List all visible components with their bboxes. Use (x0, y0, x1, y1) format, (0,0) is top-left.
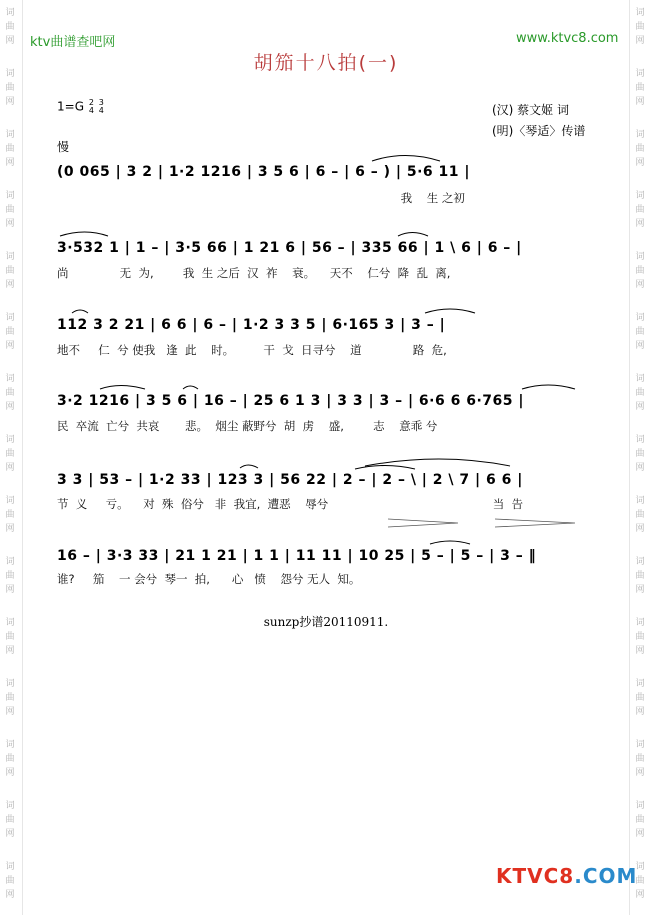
watermark-char: 曲 (5, 693, 15, 703)
logo-part-ktv: KTV (496, 864, 544, 888)
watermark-char: 曲 (5, 571, 15, 581)
watermark-char: 曲 (635, 388, 645, 398)
score-line-1-lyrics: 我 生 之初 (57, 191, 465, 205)
score-line-4-lyrics: 民 卒流 亡兮 共哀 悲。 烟尘 蔽野兮 胡 虏 盛, 志 意乖 兮 (57, 419, 438, 433)
song-title: 胡笳十八拍(一) (253, 52, 399, 74)
watermark-char: 网 (5, 158, 15, 168)
watermark-char: 网 (635, 646, 645, 656)
watermark-char: 词 (5, 313, 15, 323)
score-line-6-lyrics: 谁? 笳 一 会兮 琴一 拍, 心 愤 怨兮 无人 知。 (57, 572, 361, 586)
watermark-char: 曲 (635, 449, 645, 459)
watermark-char: 曲 (5, 83, 15, 93)
logo-part-com: .COM (574, 864, 638, 888)
watermark-char: 曲 (635, 693, 645, 703)
key-label: 1=G (57, 99, 84, 114)
watermark-char: 曲 (635, 83, 645, 93)
watermark-char: 网 (5, 219, 15, 229)
watermark-char: 词 (5, 862, 15, 872)
watermark-char: 网 (635, 829, 645, 839)
watermark-char: 词 (635, 740, 645, 750)
watermark-char: 网 (635, 707, 645, 717)
score-line-3-lyrics: 地不 仁 兮 使我 逢 此 时。 干 戈 日寻兮 道 路 危, (57, 343, 447, 357)
slur-mark (398, 233, 428, 237)
watermark-char: 曲 (5, 22, 15, 32)
meter-two-top: 3 (98, 98, 104, 107)
watermark-char: 网 (635, 463, 645, 473)
watermark-char: 网 (635, 219, 645, 229)
watermark-char: 网 (5, 829, 15, 839)
watermark-char: 词 (635, 191, 645, 201)
watermark-char: 词 (635, 862, 645, 872)
watermark-char: 网 (5, 707, 15, 717)
watermark-char: 词 (5, 191, 15, 201)
logo-part-c8: C8 (543, 864, 575, 888)
watermark-char: 曲 (635, 266, 645, 276)
watermark-char: 词 (5, 557, 15, 567)
watermark-char: 曲 (5, 144, 15, 154)
watermark-char: 网 (635, 280, 645, 290)
watermark-char: 网 (5, 97, 15, 107)
watermark-char: 网 (5, 585, 15, 595)
score-line-1-notes: (0 065 | 3 2 | 1·2 1216 | 3 5 6 | 6 – | 6 – ) | 5·6 11 | (57, 164, 471, 180)
watermark-char: 网 (635, 158, 645, 168)
watermark-char: 网 (635, 890, 645, 900)
watermark-char: 词 (5, 8, 15, 18)
watermark-char: 词 (635, 496, 645, 506)
watermark-char: 网 (5, 646, 15, 656)
meter-one-bottom: 4 (88, 106, 94, 115)
watermark-char: 词 (635, 252, 645, 262)
watermark-char: 网 (635, 36, 645, 46)
watermark-char: 词 (5, 130, 15, 140)
watermark-char: 词 (635, 130, 645, 140)
lyricist-credit: (汉) 蔡文姬 词 (492, 103, 569, 117)
watermark-char: 网 (5, 341, 15, 351)
slur-mark (372, 156, 440, 162)
watermark-char: 曲 (5, 449, 15, 459)
transcriber-credit: (明)〈琴适〉传谱 (492, 124, 586, 138)
watermark-char: 网 (5, 524, 15, 534)
slur-mark (355, 466, 415, 470)
watermark-char: 网 (635, 402, 645, 412)
slur-mark (100, 386, 145, 390)
site-logo (496, 864, 637, 888)
watermark-char: 网 (5, 768, 15, 778)
watermark-char: 网 (5, 402, 15, 412)
slur-mark (430, 541, 470, 544)
slur-mark (425, 309, 475, 313)
watermark-char: 词 (635, 679, 645, 689)
watermark-char: 曲 (635, 327, 645, 337)
watermark-char: 网 (635, 585, 645, 595)
score-line-5-lyrics: 节 义 亏。 对 殊 俗兮 非 我宜, 遭恶 辱兮 当 告 (57, 497, 524, 511)
slur-mark (183, 386, 198, 389)
watermark-char: 词 (5, 435, 15, 445)
watermark-char: 词 (635, 69, 645, 79)
watermark-char: 曲 (635, 144, 645, 154)
watermark-char: 曲 (5, 876, 15, 886)
watermark-char: 曲 (635, 510, 645, 520)
watermark-char: 词 (5, 801, 15, 811)
watermark-char: 曲 (5, 205, 15, 215)
watermark-char: 词 (5, 496, 15, 506)
watermark-char: 网 (5, 463, 15, 473)
watermark-char: 曲 (5, 266, 15, 276)
score-line-3-notes: 112 3 2 21 | 6 6 | 6 – | 1·2 3 3 5 | 6·165 3 | 3 – | (57, 317, 446, 333)
score-line-5-notes: 3 3 | 53 – | 1·2 33 | 123 3 | 56 22 | 2 – | 2 – \ | 2 \ 7 | 6 6 | (57, 472, 523, 488)
watermark-char: 词 (635, 313, 645, 323)
watermark-char: 网 (635, 97, 645, 107)
watermark-char: 词 (635, 618, 645, 628)
watermark-char: 词 (635, 8, 645, 18)
watermark-char: 曲 (5, 510, 15, 520)
watermark-char: 词 (5, 679, 15, 689)
watermark-char: 词 (5, 252, 15, 262)
score-line-6-notes: 16 – | 3·3 33 | 21 1 21 | 1 1 | 11 11 | 10 25 | 5 – | 5 – | 3 – ‖ (57, 548, 537, 564)
slur-mark (365, 459, 510, 466)
score-line-4-notes: 3·2 1216 | 3 5 6 | 16 – | 25 6 1 3 | 3 3 | 3 – | 6·6 6 6·765 | (57, 393, 524, 409)
watermark-char: 词 (635, 435, 645, 445)
watermark-char: 词 (5, 374, 15, 384)
site-url-right: www.ktvc8.com (516, 31, 619, 46)
watermark-char: 网 (635, 524, 645, 534)
watermark-char: 网 (5, 280, 15, 290)
score-line-2-notes: 3·532 1 | 1 – | 3·5 66 | 1 21 6 | 56 – | 335 66 | 1 \ 6 | 6 – | (57, 240, 522, 256)
watermark-char: 曲 (5, 327, 15, 337)
watermark-char: 曲 (635, 815, 645, 825)
watermark-char: 词 (635, 374, 645, 384)
watermark-char: 曲 (635, 632, 645, 642)
meter-two-bottom: 4 (98, 106, 104, 115)
watermark-char: 曲 (5, 815, 15, 825)
watermark-char: 曲 (635, 205, 645, 215)
transcriber-footer: sunzp抄谱20110911. (263, 615, 389, 629)
watermark-char: 曲 (635, 876, 645, 886)
slur-mark (72, 310, 88, 313)
watermark-char: 曲 (635, 754, 645, 764)
watermark-char: 曲 (635, 571, 645, 581)
watermark-char: 词 (5, 69, 15, 79)
score-line-2-lyrics: 尚 无 为, 我 生 之后 汉 祚 衰。 天不 仁兮 降 乱 离, (57, 266, 451, 280)
watermark-char: 曲 (5, 388, 15, 398)
watermark-char: 曲 (5, 632, 15, 642)
watermark-char: 曲 (5, 754, 15, 764)
watermark-char: 网 (635, 768, 645, 778)
site-name-left: ktv曲谱查吧网 (30, 35, 116, 50)
meter-one-top: 2 (88, 98, 94, 107)
watermark-char: 词 (635, 557, 645, 567)
diminuendo-mark (495, 519, 575, 527)
tempo-marking: 慢 (57, 140, 70, 154)
watermark-char: 网 (5, 890, 15, 900)
slur-mark (522, 385, 575, 389)
slur-mark (240, 465, 258, 468)
watermark-char: 曲 (635, 22, 645, 32)
watermark-char: 词 (635, 801, 645, 811)
slur-mark (60, 232, 108, 236)
watermark-char: 网 (5, 36, 15, 46)
crescendo-mark (388, 519, 458, 527)
watermark-char: 词 (5, 618, 15, 628)
watermark-char: 词 (5, 740, 15, 750)
watermark-char: 网 (635, 341, 645, 351)
